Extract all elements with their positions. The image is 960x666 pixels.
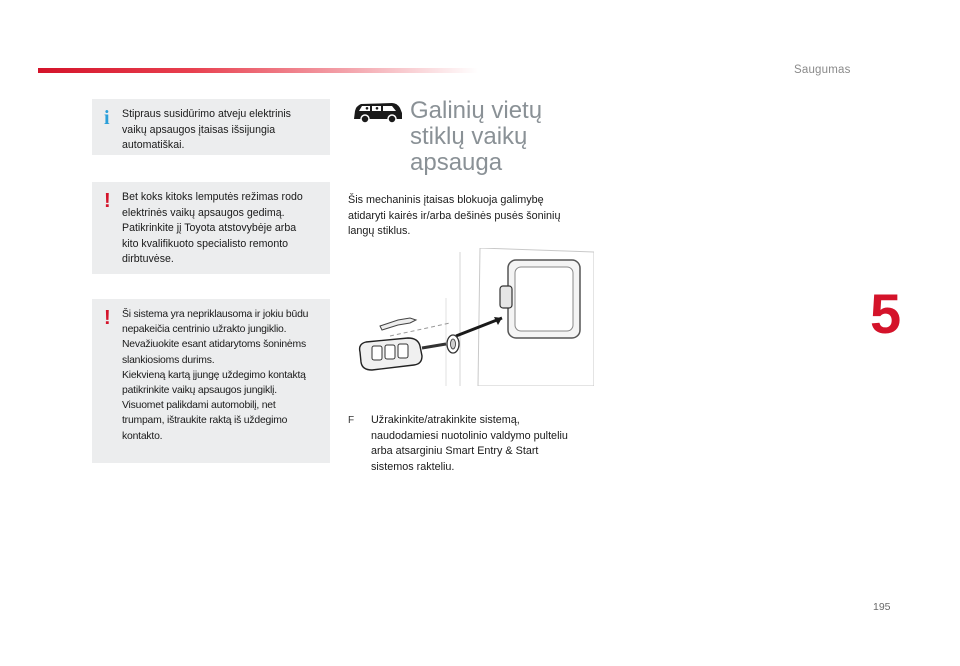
warning-note-system — [92, 299, 330, 463]
warning-icon: ! — [104, 307, 111, 329]
page-number: 195 — [873, 601, 891, 613]
info-note-text: Stipraus susidūrimo atveju elektrinis vaikų apsaugos įtaisas išsijungia automatiškai. — [122, 108, 291, 151]
van-child-lock-icon — [352, 100, 404, 124]
bullet-arrow-icon: F — [348, 415, 355, 426]
window-lock-illustration — [350, 248, 594, 386]
intro-text: Šis mechaninis įtaisas blokuoja galimybę atidaryti kairės ir/arba dešinės pusės šoninių langų stiklus. — [348, 194, 561, 237]
instruction-text: Užrakinkite/atrakinkite sistemą, naudodamiesi nuotolinio valdymo pulteliu arba atsarginiu Smart Entry & Start sistemos rakteliu. — [371, 414, 568, 473]
page-heading: Galinių vietų stiklų vaikų apsauga — [410, 97, 543, 176]
warning-note-text: Bet koks kitoks lemputės režimas rodo elektrinės vaikų apsaugos gedimą. Patikrinkite jį Toyota atstovybėje arba kito kvalifikuoto specialisto remonto dirbtuvėse. — [122, 191, 303, 265]
warning-icon: ! — [104, 190, 111, 212]
instruction-step — [348, 413, 593, 475]
warning-note-fault — [92, 182, 330, 274]
section-title: Saugumas — [794, 64, 851, 76]
warning-note-text: Ši sistema yra nepriklausoma ir jokiu būdu nepakeičia centrinio užrakto jungiklio. Nevažiuokite esant atidarytoms šoninėms slankiosioms durims. Kiekvieną kartą įjungę uždegimo kontaktą patikrinkite vaikų apsaugos jungiklį. Visuomet palikdami automobilį, net trumpam, ištraukite raktą iš uždegimo kontakto. — [122, 309, 309, 442]
info-note — [92, 99, 330, 155]
header-accent-bar — [38, 68, 478, 73]
chapter-number: 5 — [870, 282, 902, 345]
info-icon: i — [104, 107, 110, 129]
